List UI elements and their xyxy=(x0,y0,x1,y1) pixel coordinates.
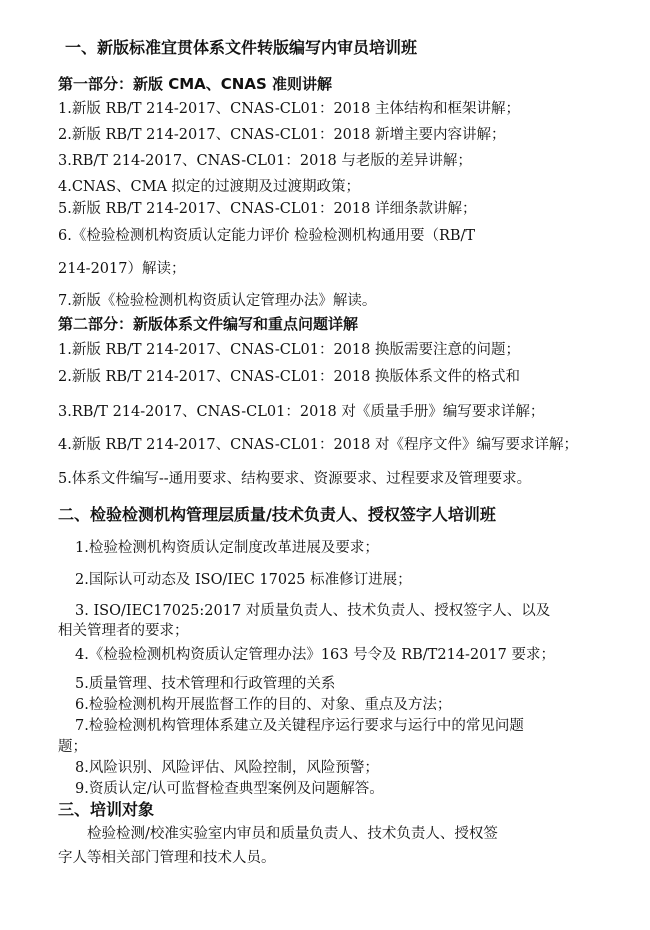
part-2-item-5: 5.体系文件编写--通用要求、结构要求、资源要求、过程要求及管理要求。 xyxy=(58,471,532,487)
section-2-item-1: 1.检验检测机构资质认定制度改革进展及要求； xyxy=(75,540,379,556)
part-2-item-3: 3.RB/T 214-2017、CNAS-CL01：2018 对《质量手册》编写要求详解； xyxy=(58,404,545,420)
section-2-item-6: 6.检验检测机构开展监督工作的目的、对象、重点及方法； xyxy=(75,697,452,713)
part-2-title: 第二部分：新版体系文件编写和重点问题详解 xyxy=(58,315,359,333)
part-2-item-1: 1.新版 RB/T 214-2017、CNAS-CL01：2018 换版需要注意的问题； xyxy=(58,342,520,358)
section-2-title: 二、检验检测机构管理层质量/技术负责人、授权签字人培训班 xyxy=(58,505,496,524)
part-1-item-6-cont: 214-2017）解读； xyxy=(58,261,186,277)
part-2-item-2: 2.新版 RB/T 214-2017、CNAS-CL01：2018 换版体系文件的格式和 xyxy=(58,369,520,385)
section-3-para-line-1: 检验检测/校准实验室内审员和质量负责人、技术负责人、授权签 xyxy=(87,826,498,842)
section-3-title: 三、培训对象 xyxy=(58,800,155,819)
part-1-item-2: 2.新版 RB/T 214-2017、CNAS-CL01：2018 新增主要内容讲解； xyxy=(58,127,506,143)
section-2-item-9: 9.资质认定/认可监督检查典型案例及问题解答。 xyxy=(75,781,384,797)
section-2-item-3: 3. ISO/IEC17025:2017 对质量负责人、技术负责人、授权签字人、以及 xyxy=(75,603,551,619)
section-2-item-3-cont: 相关管理者的要求； xyxy=(58,623,189,639)
section-2-item-7-cont: 题； xyxy=(58,739,87,755)
section-1-title: 一、新版标准宜贯体系文件转版编写内审员培训班 xyxy=(65,38,418,57)
part-1-item-4: 4.CNAS、CMA 拟定的过渡期及过渡期政策； xyxy=(58,179,361,195)
part-1-item-7: 7.新版《检验检测机构资质认定管理办法》解读。 xyxy=(58,293,377,309)
part-2-item-4: 4.新版 RB/T 214-2017、CNAS-CL01：2018 对《程序文件》编写要求详解； xyxy=(58,437,578,453)
section-2-item-8: 8.风险识别、风险评估、风险控制，风险预警； xyxy=(75,760,379,776)
part-1-item-1: 1.新版 RB/T 214-2017、CNAS-CL01：2018 主体结构和框架讲解； xyxy=(58,101,520,117)
section-2-item-7: 7.检验检测机构管理体系建立及关键程序运行要求与运行中的常见问题 xyxy=(75,718,524,734)
part-1-item-3: 3.RB/T 214-2017、CNAS-CL01：2018 与老版的差异讲解； xyxy=(58,153,472,169)
section-2-item-2: 2.国际认可动态及 ISO/IEC 17025 标准修订进展； xyxy=(75,572,412,588)
part-1-title: 第一部分：新版 CMA、CNAS 准则讲解 xyxy=(58,75,332,93)
section-2-item-4: 4.《检验检测机构资质认定管理办法》163 号令及 RB/T214-2017 要求； xyxy=(75,647,555,663)
section-2-item-5: 5.质量管理、技术管理和行政管理的关系 xyxy=(75,676,336,692)
part-1-item-6: 6.《检验检测机构资质认定能力评价 检验检测机构通用要（RB/T xyxy=(58,228,476,244)
section-3-para-line-2: 字人等相关部门管理和技术人员。 xyxy=(58,850,276,866)
part-1-item-5: 5.新版 RB/T 214-2017、CNAS-CL01：2018 详细条款讲解； xyxy=(58,201,477,217)
